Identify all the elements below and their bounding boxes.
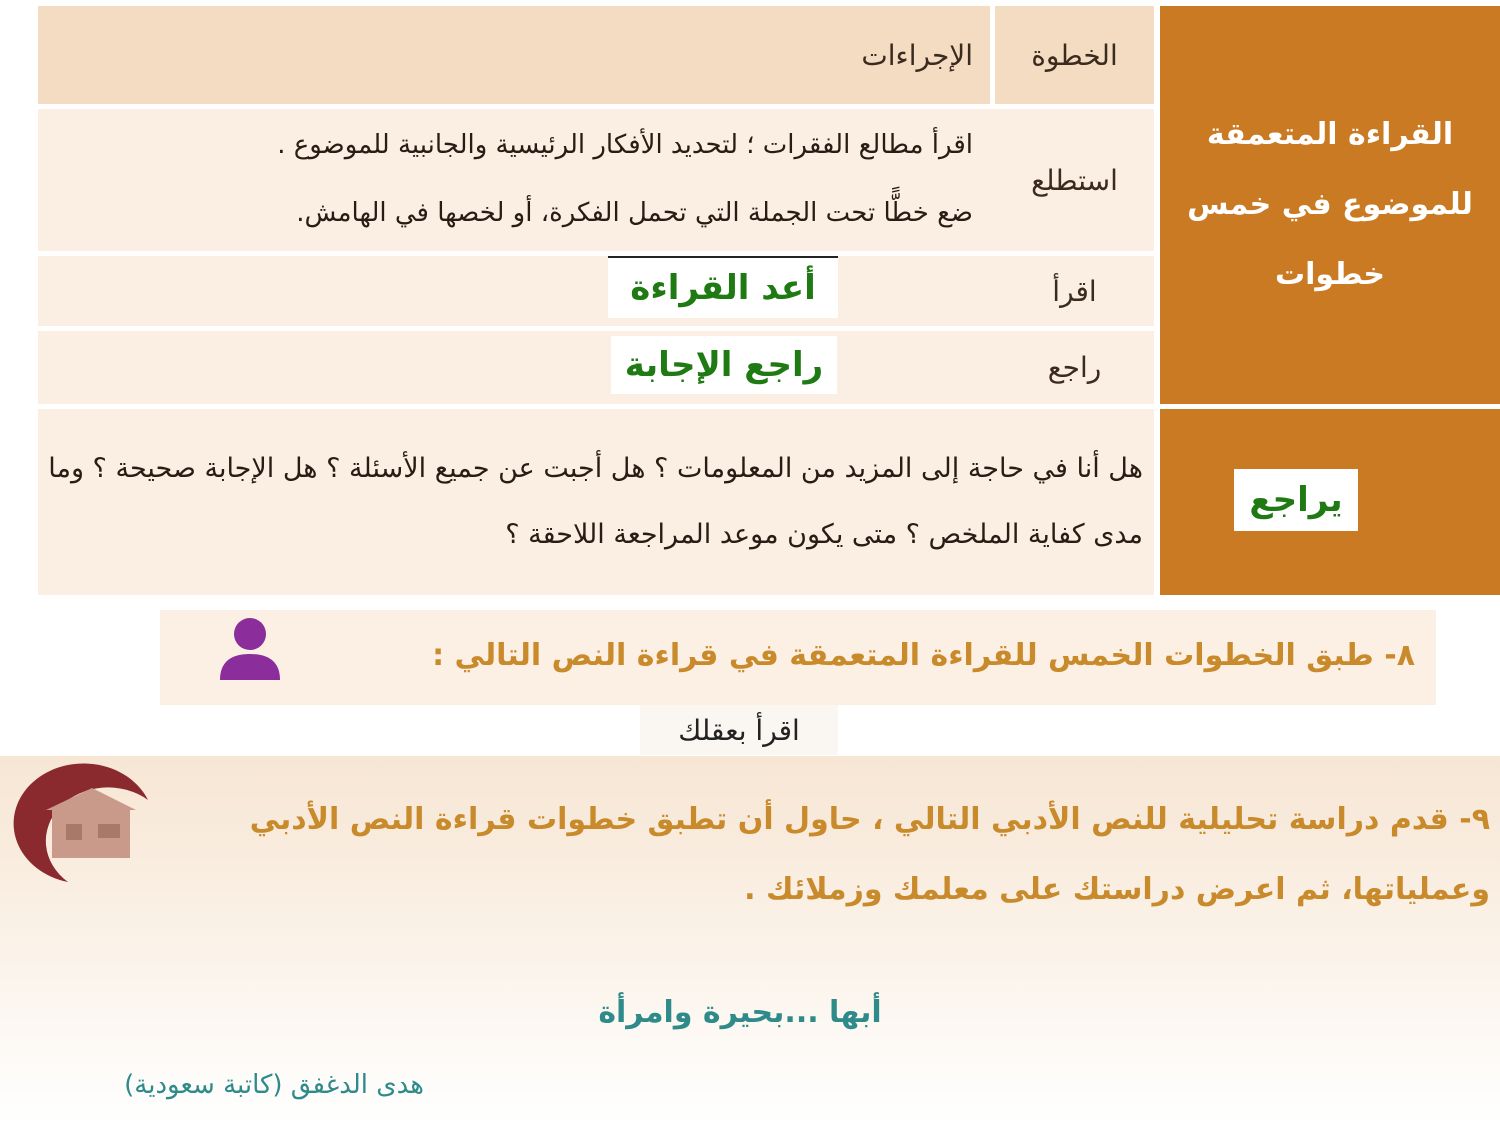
read-with-mind-label: اقرأ بعقلك bbox=[640, 705, 838, 755]
step-read: اقرأ bbox=[1052, 274, 1097, 308]
step-review: راجع bbox=[1047, 351, 1102, 384]
step-survey: استطلع bbox=[1031, 163, 1118, 197]
exercise-9-line1: ٩- قدم دراسة تحليلية للنص الأدبي التالي ، حاول أن تطبق خطوات قراءة النص الأدبي bbox=[249, 802, 1490, 837]
exercise-8-text: ٨- طبق الخطوات الخمس للقراءة المتعمقة ﻓﻲ قراءة النص التالي : bbox=[432, 637, 1415, 673]
person-icon bbox=[214, 612, 286, 684]
review-questions: هل أنا ﻓﻲ حاجة إلى المزيد من المعلومات ؟ هل أجبت عن جميع الأسئلة ؟ هل الإجابة صحيحة ؟ وما مدى كفاية الملخص ؟ متى يكون موعد المراجعة اللاحقة ؟ bbox=[48, 453, 1143, 550]
review-answer-box: راجع الإجابة bbox=[611, 336, 837, 394]
poem-author: هدى الدغفق (كاتبة سعودية) bbox=[124, 1070, 424, 1100]
survey-action-line2: ضع خطًّا تحت الجملة التي تحمل الفكرة، أو لخصها ﻓﻲ الهامش. bbox=[296, 198, 973, 228]
table-row bbox=[38, 256, 1154, 326]
header-actions-label: الإجراءات bbox=[861, 38, 973, 72]
header-step-label: الخطوة bbox=[1031, 38, 1118, 72]
house-icon bbox=[8, 760, 158, 890]
reread-box: أعد القراءة bbox=[608, 256, 838, 318]
survey-action-line1: اقرأ مطالع الفقرات ؛ لتحديد الأفكار الرئيسية والجانبية للموضوع . bbox=[277, 130, 973, 160]
review-badge: يراجع bbox=[1234, 469, 1358, 531]
poem-title: أبها ...بحيرة وامرأة bbox=[598, 995, 882, 1030]
table-side-title: القراءة المتعمقة للموضوع في خمس خطوات bbox=[1160, 6, 1500, 404]
exercise-9-line2: وعملياتها، ثم اعرض دراستك على معلمك وزملائك . bbox=[744, 872, 1490, 907]
exercise-9-text bbox=[160, 785, 1490, 925]
table-row bbox=[38, 331, 1154, 404]
